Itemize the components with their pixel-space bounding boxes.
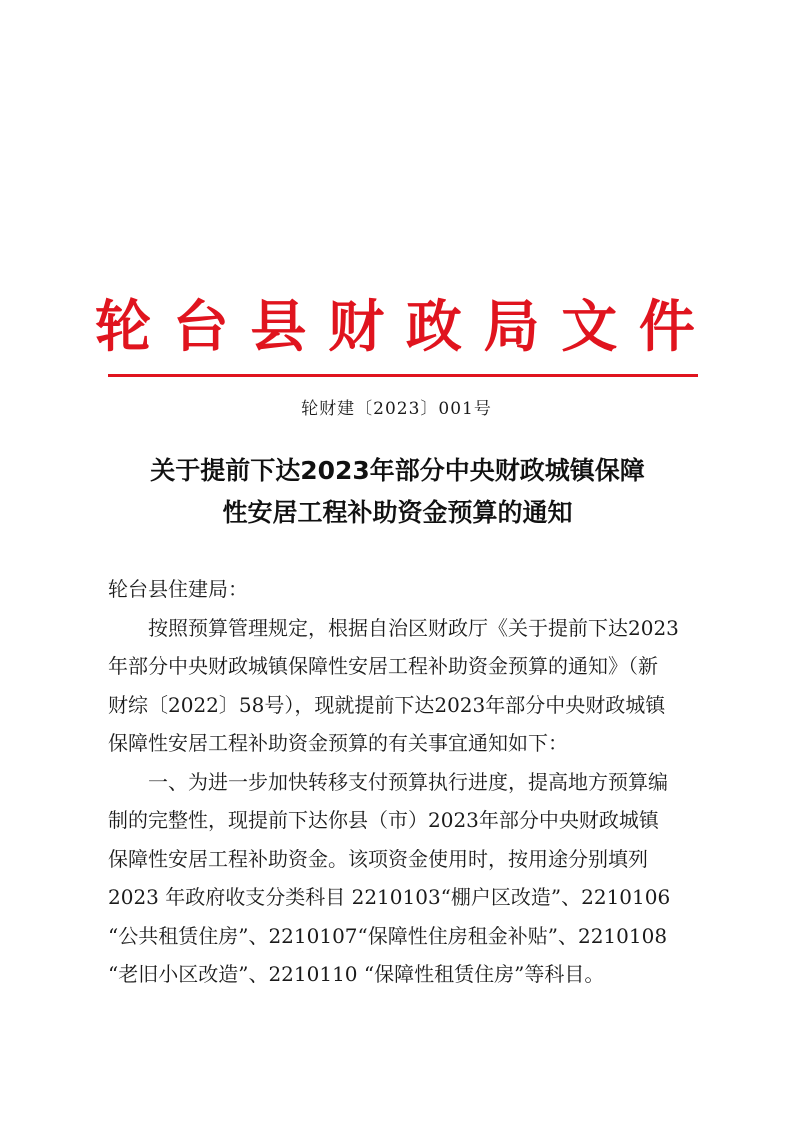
header-char: 政 <box>405 294 462 360</box>
body-line: 财综〔2022〕58号），现就提前下达2023年部分中央财政城镇 <box>108 692 666 717</box>
title-line: 性安居工程补助资金预算的通知 <box>222 498 573 527</box>
document-header-title <box>95 292 695 362</box>
header-char: 轮 <box>95 294 151 360</box>
header-char: 文 <box>561 294 618 360</box>
header-char: 局 <box>483 294 540 360</box>
body-line: 一、为进一步加快转移支付预算执行进度，提高地方预算编 <box>148 769 668 794</box>
body-line: “老旧小区改造”、2210110 “保障性租赁住房”等科目。 <box>108 962 605 986</box>
document-body <box>108 570 698 994</box>
document-title <box>95 450 700 534</box>
body-line: 年部分中央财政城镇保障性安居工程补助资金预算的通知》（新 <box>108 654 658 678</box>
body-line: “公共租赁住房”、2210107“保障性住房租金补贴”、2210108 <box>108 923 668 948</box>
body-line: 制的完整性，现提前下达你县（市）2023年部分中央财政城镇 <box>108 808 659 832</box>
addressee: 轮台县住建局： <box>108 577 248 601</box>
body-line: 2023 年政府收支分类科目 2210103“棚户区改造”、2210106 <box>108 885 671 909</box>
header-divider <box>108 374 698 377</box>
body-line: 按照预算管理规定，根据自治区财政厅《关于提前下达2023 <box>148 615 679 640</box>
header-char: 财 <box>328 294 385 360</box>
title-line: 关于提前下达2023年部分中央财政城镇保障 <box>150 456 645 485</box>
body-line: 保障性安居工程补助资金预算的有关事宜通知如下： <box>108 731 568 755</box>
body-line: 保障性安居工程补助资金。该项资金使用时，按用途分别填列 <box>108 846 648 871</box>
header-char: 件 <box>638 294 695 360</box>
header-char: 台 <box>172 294 229 360</box>
header-char: 县 <box>250 294 307 360</box>
document-number: 轮财建〔2023〕001号 <box>301 399 492 419</box>
